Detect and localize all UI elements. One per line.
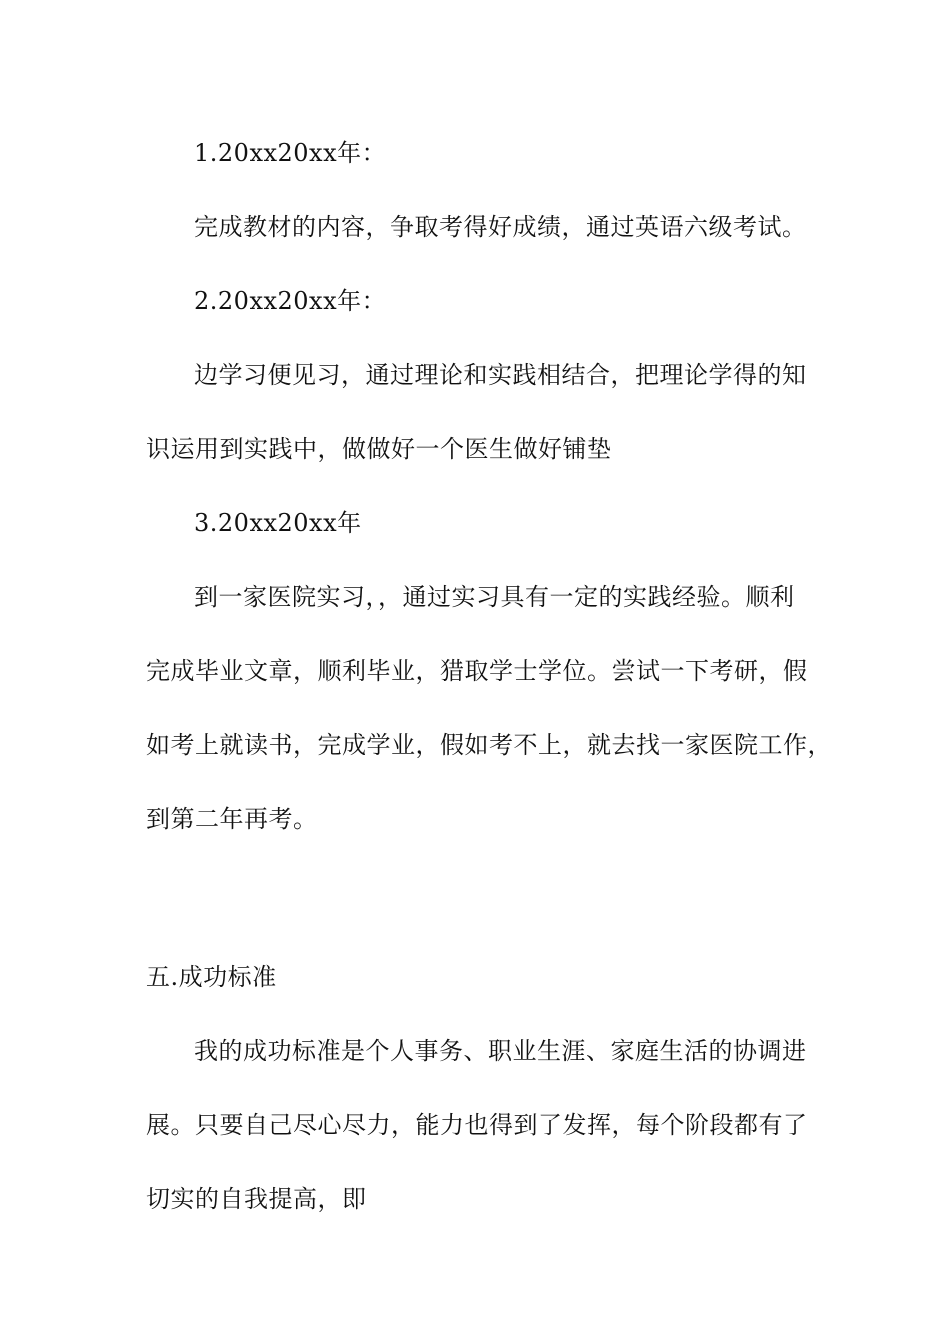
- document-body: [146, 132, 832, 1252]
- plan-item-3-text-line-3: 如考上就读书，完成学业，假如考不上，就去找一家医院工作，: [146, 731, 832, 759]
- plan-item-3-text-line-4: 到第二年再考。: [146, 805, 318, 833]
- plan-item-2-heading: 2.20xx20xx年：: [194, 287, 387, 315]
- success-text-line-1: 我的成功标准是个人事务、职业生涯、家庭生活的协调进: [194, 1037, 807, 1065]
- plan-item-3-text-line-1: 到一家医院实习，，通过实习具有一定的实践经验。顺利: [194, 583, 795, 611]
- section-heading-success-criteria: 五.成功标准: [146, 963, 277, 991]
- plan-item-2-text-line-1: 边学习便见习，通过理论和实践相结合，把理论学得的知: [194, 361, 807, 389]
- success-text-line-3: 切实的自我提高，即: [146, 1185, 367, 1213]
- success-text-line-2: 展。只要自己尽心尽力，能力也得到了发挥，每个阶段都有了: [146, 1111, 808, 1139]
- plan-item-2-text-line-2: 识运用到实践中，做做好一个医生做好铺垫: [146, 435, 612, 463]
- plan-item-1-text: 完成教材的内容，争取考得好成绩，通过英语六级考试。: [194, 213, 807, 241]
- plan-item-3-text-line-2: 完成毕业文章，顺利毕业，猎取学士学位。尝试一下考研，假: [146, 657, 808, 685]
- plan-item-3-heading: 3.20xx20xx年: [194, 509, 362, 537]
- plan-item-1-heading: 1.20xx20xx年：: [194, 139, 387, 167]
